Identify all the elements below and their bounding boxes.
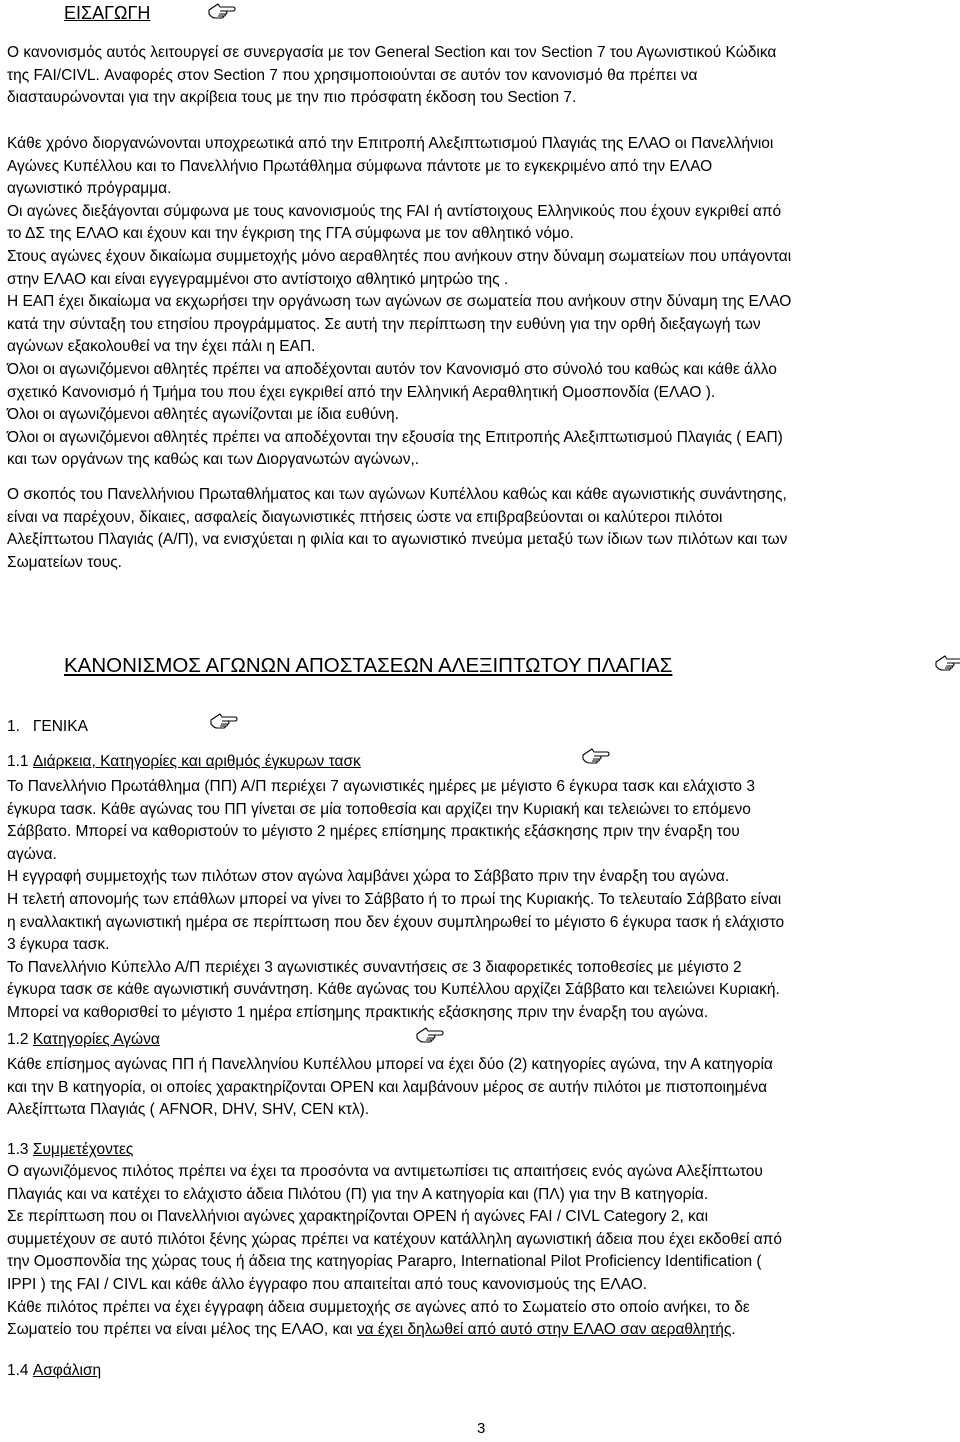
section-title: Ασφάλιση [32, 1362, 102, 1379]
text-line: Κάθε επίσημος αγώνας ΠΠ ή Πανελληνίου Κυπέλλου μπορεί να έχει δύο (2) κατηγορίες αγώνα, την Α κατηγορία [7, 1056, 773, 1073]
text-line: Σάββατο. Μπορεί να καθοριστούν το μέγιστο 2 ημέρες επίσημης πρακτικής εξάσκησης πριν την έναρξη του [7, 823, 740, 841]
text-line [7, 1319, 957, 1342]
text-line: Όλοι οι αγωνιζόμενοι αθλητές αγωνίζονται με ίδια ευθύνη. [7, 406, 399, 424]
section-title: Συμμετέχοντες [32, 1141, 134, 1158]
text-line: Ο σκοπός του Πανελλήνιου Πρωταθλήματος και των αγώνων Κυπέλλου καθώς και κάθε αγωνιστικής συνάντησης, [7, 486, 787, 503]
text-line: έγκυρα τασκ. Κάθε αγώνας του ΠΠ γίνεται σε μία τοποθεσία και αρχίζει την Κυριακή και τελειώνει το επόμενο [7, 800, 751, 818]
text-line: Πλαγιάς και να κατέχει το ελάχιστο άδεια Πιλότου (Π) για την Α κατηγορία και (ΠΛ) για την Β κατηγορία. [7, 1185, 709, 1203]
text-line: Σε περίπτωση που οι Πανελλήνιοι αγώνες χαρακτηρίζονται OPEN ή αγώνες FAI / CIVL Category 2, και [7, 1208, 709, 1226]
text-line: διασταυρώνονται για την ακρίβεια τους με την πιο πρόσφατη έκδοση του Section 7. [7, 89, 577, 107]
section-1-3-body [7, 1161, 957, 1342]
rules-title: ΚΑΝΟΝΙΣΜΟΣ ΑΓΩΝΩΝ ΑΠΟΣΤΑΣΕΩΝ ΑΛΕΞΙΠΤΩΤΟΥ ΠΛΑΓΙΑΣ [64, 654, 673, 677]
text-fragment: . [731, 1321, 736, 1339]
text-line: το ΔΣ της ΕΛΑΟ και έχουν και την έγκριση της ΓΓΑ σύμφωνα με τον αθλητικό νόμο. [7, 225, 574, 243]
intro-heading: ΕΙΣΑΓΩΓΗ [64, 3, 151, 23]
underlined-text: να έχει δηλωθεί από αυτό στην ΕΛΑΟ σαν αεραθλητής [356, 1321, 732, 1339]
intro-paragraph-3 [7, 484, 957, 574]
text-line: Κάθε πιλότος πρέπει να έχει έγγραφη άδεια συμμετοχής σε αγώνες από το Σωματείο στο οποίο ανήκει, το δε [7, 1298, 750, 1316]
section-title: Διάρκεια, Κατηγορίες και αριθμός έγκυρων τασκ [32, 753, 361, 770]
text-fragment: Σωματείο του πρέπει να είναι μέλος της ΕΛΑΟ, και [7, 1321, 357, 1339]
text-line: Αλεξίπτωτα Πλαγιάς ( AFNOR, DHV, SHV, CEN κτλ). [7, 1101, 370, 1119]
section-1-2-body [7, 1054, 957, 1122]
text-line: Αγώνες Κυπέλλου και το Πανελλήνιο Πρωτάθλημα σύμφωνα πάντοτε με το εγκεκριμένο από την ΕΛΑΟ [7, 157, 713, 175]
text-line: Η εγγραφή συμμετοχής των πιλότων στον αγώνα λαμβάνει χώρα το Σάββατο πριν την έναρξη του αγώνα. [7, 868, 730, 886]
text-line: και την Β κατηγορία, οι οποίες χαρακτηρίζονται OPEN και λαμβάνουν μέρος σε αυτήν πιλότοι με πιστοποιημένα [7, 1078, 768, 1096]
text-line: Το Πανελλήνιο Κύπελλο Α/Π περιέχει 3 αγωνιστικές συναντήσεις σε 3 διαφορετικές τοποθεσίες με μέγιστο 2 [7, 958, 742, 976]
text-line: αγώνων εξακολουθεί να την έχει πάλι η ΕΑΠ. [7, 338, 316, 356]
section-number: 1.3 [7, 1141, 29, 1158]
page-number: 3 [477, 1420, 486, 1437]
text-line: αγώνα. [7, 845, 57, 863]
text-line: η εναλλακτική αγωνιστική ημέρα σε περίπτωση που δεν έχουν συμπληρωθεί το μέγιστο 6 έγκυρα τασκ ή ελάχιστο [7, 913, 785, 931]
pointing-hand-icon [209, 710, 239, 730]
text-line: έγκυρα τασκ σε κάθε αγωνιστική συνάντηση. Κάθε αγώνας του Κυπέλλου αρχίζει Σάββατο και τελειώνει Κυριακή. [7, 981, 780, 999]
text-line: Το Πανελλήνιο Πρωτάθλημα (ΠΠ) Α/Π περιέχει 7 αγωνιστικές ημέρες με μέγιστο 6 έγκυρα τασκ και ελάχιστο 3 [7, 778, 755, 795]
intro-paragraph-2 [7, 133, 957, 472]
text-line: Όλοι οι αγωνιζόμενοι αθλητές πρέπει να αποδέχονται αυτόν τον Κανονισμό στο σύνολό του καθώς και κάθε άλλο [7, 360, 777, 378]
section-title: Κατηγορίες Αγώνα [32, 1031, 160, 1048]
text-line: Στους αγώνες έχουν δικαίωμα συμμετοχής μόνο αεραθλητές που ανήκουν στην δύναμη σωματείων που υπάγονται [7, 247, 792, 265]
text-line: συμμετέχουν σε αυτό πιλότοι ξένης χώρας πρέπει να κατέχουν κατάλληλη αγωνιστική άδεια που έχει εκδοθεί από [7, 1230, 782, 1248]
text-line: Όλοι οι αγωνιζόμενοι αθλητές πρέπει να αποδέχονται την εξουσία της Επιτροπής Αλεξιπτωτισμού Πλαγιάς ( ΕΑΠ) [7, 428, 783, 446]
text-line: Η ΕΑΠ έχει δικαίωμα να εκχωρήσει την οργάνωση των αγώνων σε σωματεία που ανήκουν στην δύναμη της ΕΛΑΟ [7, 293, 792, 311]
document-page [7, 0, 957, 1437]
text-line: IPPI ) της FAI / CIVL και κάθε άλλο έγγραφο που απαιτείται από τους κανονισμούς της ΕΛΑΟ. [7, 1275, 648, 1293]
text-line: στην ΕΛΑΟ και είναι εγγεγραμμένοι στο αντίστοιχο αθλητικό μητρώο της . [7, 270, 509, 288]
text-line: 3 έγκυρα τασκ. [7, 936, 110, 954]
text-line: Σωματείων τους. [7, 553, 122, 571]
pointing-hand-icon [581, 745, 611, 765]
section-number: 1.1 [7, 753, 29, 770]
text-line: Αλεξίπτωτου Πλαγιάς (Α/Π), να ενισχύεται η φιλία και το αγωνιστικό πνεύμα μεταξύ των ίδιων των πιλότων και των [7, 531, 788, 549]
section-number: 1.2 [7, 1031, 29, 1048]
text-line: Ο κανονισμός αυτός λειτουργεί σε συνεργασία με τον General Section και τον Section 7 του Αγωνιστικού Κώδικα [7, 44, 777, 61]
section-1-1-body [7, 776, 957, 1025]
text-line: είναι να παρέχουν, δίκαιες, ασφαλείς διαγωνιστικές πτήσεις ώστε να επιβραβεύονται οι καλύτεροι πιλότοι [7, 508, 723, 526]
text-line: κατά την σύνταξη του ετησίου προγράμματος. Σε αυτή την περίπτωση την ευθύνη για την ορθή διεξαγωγή των [7, 315, 761, 333]
section-1-2-heading [7, 1031, 160, 1049]
section-number: 1.4 [7, 1362, 29, 1379]
pointing-hand-icon [415, 1024, 445, 1044]
text-line: αγωνιστικό πρόγραμμα. [7, 180, 172, 198]
section-1-4-heading [7, 1362, 101, 1380]
text-line: Οι αγώνες διεξάγονται σύμφωνα με τους κανονισμούς της FAI ή αντίστοιχους Ελληνικούς που έχουν εγκριθεί από [7, 202, 782, 220]
section-1-3-heading [7, 1141, 133, 1159]
section-1-heading [7, 718, 88, 736]
text-line: Η τελετή απονομής των επάθλων μπορεί να γίνει το Σάββατο ή το πρωί της Κυριακής. Το τελευταίο Σάββατο είναι [7, 890, 782, 908]
text-line: και των οργάνων της καθώς και των Διοργανωτών αγώνων,. [7, 451, 420, 469]
section-number: 1. [7, 718, 20, 735]
intro-paragraph-1 [7, 42, 957, 110]
text-line: Ο αγωνιζόμενος πιλότος πρέπει να έχει τα προσόντα να αντιμετωπίσει τις απαιτήσεις ενός αγώνα Αλεξίπτωτου [7, 1163, 763, 1180]
text-line: Μπορεί να καθορισθεί το μέγιστο 1 ημέρα επίσημης πρακτικής εξάσκησης πριν την έναρξη του αγώνα. [7, 1003, 709, 1021]
section-title: ΓΕΝΙΚΑ [32, 718, 88, 735]
pointing-hand-icon [934, 652, 960, 672]
text-line: σχετικό Κανονισμό ή Τμήμα του που έχει εγκριθεί από την Ελληνική Αεραθλητική Ομοσπονδία (ΕΛΑΟ ). [7, 383, 716, 401]
pointing-hand-icon [207, 0, 237, 20]
section-1-1-heading [7, 753, 361, 771]
text-line: Κάθε χρόνο διοργανώνονται υποχρεωτικά από την Επιτροπή Αλεξιπτωτισμού Πλαγιάς της ΕΛΑΟ οι Πανελλήνιοι [7, 135, 774, 152]
text-line: την Ομοσπονδία της χώρας τους ή άδεια της κατηγορίας Parapro, International Pilot Proficiency Identification ( [7, 1253, 762, 1271]
text-line: της FAI/CIVL. Αναφορές στον Section 7 που χρησιμοποιούνται σε αυτόν τον κανονισμό θα πρέπει να [7, 66, 698, 84]
